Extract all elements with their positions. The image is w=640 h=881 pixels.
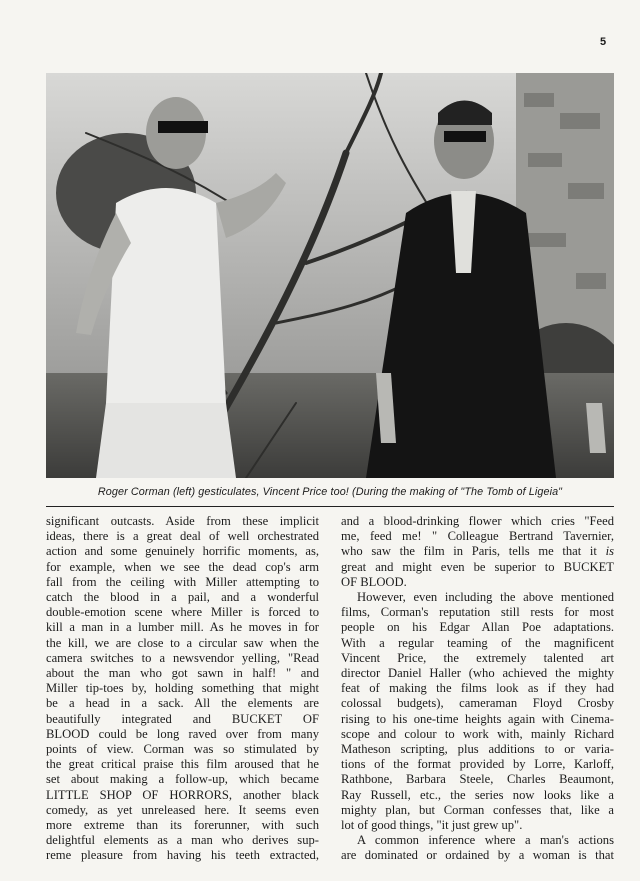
right-column bbox=[341, 514, 614, 864]
photo-caption: Roger Corman (left) gesticulates, Vincent Price too! (During the making of "The Tomb of Ligeia" bbox=[97, 486, 563, 498]
text-line: With a regular teaming of the magnificent bbox=[341, 635, 614, 650]
right-paragraph-3 bbox=[341, 833, 614, 863]
text-line: delightful elements as a man who derives sup- bbox=[46, 833, 319, 848]
right-paragraph-2 bbox=[341, 590, 614, 833]
text-line: kill a man in a lumber mill. As he moves in for bbox=[46, 620, 319, 635]
text-line: significant outcasts. Aside from these implicit bbox=[46, 514, 319, 528]
text-line: comedy, as yet unreleased here. It seems even bbox=[46, 802, 319, 817]
text-line: feat of making the films look as if they had bbox=[341, 681, 614, 696]
text-line: about the man who got sawn in half! " and bbox=[46, 666, 319, 681]
text-line: scope and colour to work with, mainly Richard bbox=[341, 726, 614, 741]
text-line: and a blood-drinking flower which cries "Feed bbox=[341, 514, 614, 528]
text-line: rising to his one-time heights again with Cinema- bbox=[341, 711, 614, 726]
text-line: me, feed me! " Colleague Bertrand Tavernier, bbox=[341, 529, 614, 544]
text-line: action and some genuinely horrific moments, as, bbox=[46, 544, 319, 559]
text-line: fall from the ceiling with Miller attempting to bbox=[46, 574, 319, 589]
left-paragraph bbox=[46, 514, 319, 864]
text-line: Matheson scripting, plus additions to or varia- bbox=[341, 742, 614, 757]
text-line: Miller tip-toes by, holding something that might bbox=[46, 681, 319, 696]
text-line: LITTLE SHOP OF HORRORS, another black bbox=[46, 787, 319, 802]
text-line: However, even including the above mentioned bbox=[357, 590, 614, 605]
text-line: people on his Edgar Allan Poe adaptations. bbox=[341, 620, 614, 635]
text-line: more extreme than its forerunner, with such bbox=[46, 818, 319, 833]
text-line: double-emotion scene where Miller is forced to bbox=[46, 605, 319, 620]
text-line: ideas, there is a great deal of well orchestrated bbox=[46, 529, 319, 544]
text-line: beautifully integrated and BUCKET OF bbox=[46, 711, 319, 726]
text-line: are dominated or ordained by a woman is that bbox=[341, 848, 614, 863]
divider-rule bbox=[46, 506, 614, 507]
photo bbox=[46, 73, 614, 478]
text-line: Rathbone, Barbara Steele, Charles Beaumont, bbox=[341, 772, 614, 787]
text-line: colossal budgets), cameraman Floyd Crosby bbox=[341, 696, 614, 711]
text-line: A common inference where a man's actions bbox=[357, 833, 614, 848]
text-line: Ray Russell, etc., the series now looks like a bbox=[341, 787, 614, 802]
text-line: director Daniel Haller (who achieved the mighty bbox=[341, 666, 614, 681]
text-line: Vincent Price, the extremely talented art bbox=[341, 650, 614, 665]
text-line: mighty plan, but Corman confesses that, like a bbox=[341, 802, 614, 817]
text-line: catch the blood in a pail, and a wonderful bbox=[46, 590, 319, 605]
page-number: 5 bbox=[600, 36, 607, 48]
photo-illustration bbox=[46, 73, 614, 478]
text-line: set about making a follow-up, which became bbox=[46, 772, 319, 787]
text-line: the kill, we are close to a circular saw when the bbox=[46, 635, 319, 650]
text-line: the great critical praise this film aroused that he bbox=[46, 757, 319, 772]
left-column bbox=[46, 514, 319, 864]
text-line: great and might even be superior to BUCKET bbox=[341, 559, 614, 574]
text-line: tions of the format provided by Lorre, Karloff, bbox=[341, 757, 614, 772]
text-line: films, Corman's reputation still rests for most bbox=[341, 605, 614, 620]
text-line: who saw the film in Paris, tells me that it is bbox=[341, 544, 614, 559]
text-line: be a head in a sack. All the elements are bbox=[46, 696, 319, 711]
text-line: BLOOD could be long raved over from many bbox=[46, 726, 319, 741]
text-line: for example, when we see the dead cop's arm bbox=[46, 559, 319, 574]
text-line: lot of good things, "it just grew up". bbox=[341, 818, 523, 833]
text-line: points of view. Corman was so stimulated by bbox=[46, 742, 319, 757]
text-line: reme pleasure from having his teeth extracted, bbox=[46, 848, 319, 863]
right-paragraph-1 bbox=[341, 514, 614, 590]
text-line: camera switches to a newsvendor yelling, "Read bbox=[46, 650, 319, 665]
text-line: OF BLOOD. bbox=[341, 574, 407, 589]
